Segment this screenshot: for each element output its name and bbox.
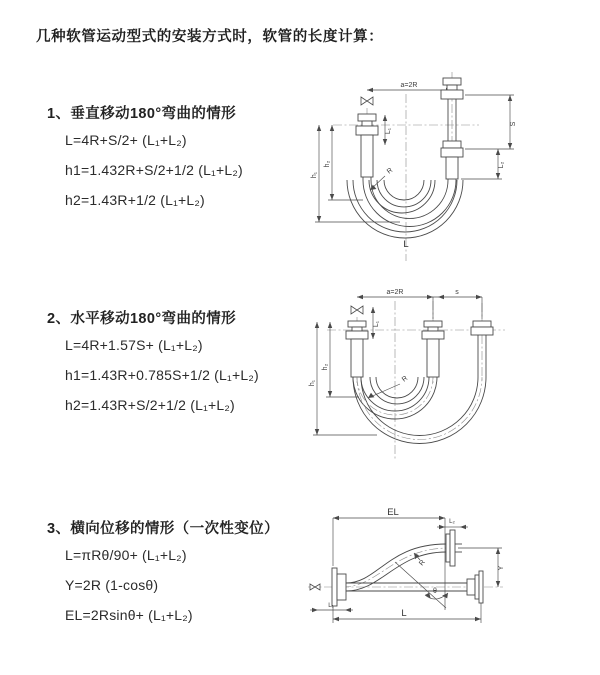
dimension-arrows <box>315 295 482 435</box>
page-title: 几种软管运动型式的安装方式时，软管的长度计算： <box>36 29 384 45</box>
section-1-formula-h1: h1=1.432R+S/2+1/2 (L₁+L₂) <box>65 162 243 178</box>
section-2-formula-h1: h1=1.43R+0.785S+1/2 (L₁+L₂) <box>65 367 259 383</box>
dim-label-a2r: a=2R <box>400 82 418 89</box>
dim-label-l1: L₁ <box>385 127 392 135</box>
dim-label-l1: L₁ <box>373 320 380 328</box>
dim-label-s: S <box>510 121 517 127</box>
angle-label: θ <box>433 588 437 595</box>
section-3-heading: 3、横向位移的情形（一次性变位） <box>47 521 279 537</box>
section-1-heading: 1、垂直移动180°弯曲的情形 <box>47 106 237 122</box>
section-3-formula-L: L=πRθ/90+ (L₁+L₂) <box>65 547 187 563</box>
dimension-arrows <box>312 516 500 621</box>
length-label: L <box>401 608 407 619</box>
dimension-arrows <box>317 88 512 222</box>
left-braid-section <box>351 339 363 377</box>
diagram-horizontal-180-bend <box>305 283 595 468</box>
radius-label: R <box>385 166 395 176</box>
valve-icon <box>351 306 363 314</box>
section-1-formula-h2: h2=1.43R+1/2 (L₁+L₂) <box>65 192 205 208</box>
hose-centerline-curves <box>357 374 482 440</box>
curved-hose <box>346 544 462 591</box>
right-braid-section <box>446 157 458 179</box>
dim-label-s: s <box>455 289 459 296</box>
dimension-lines <box>313 297 482 435</box>
middle-braid-section <box>427 339 439 377</box>
dim-label-h1: h₁ <box>309 379 316 387</box>
right-flange-upper <box>441 78 463 99</box>
right-flange-lower <box>441 141 463 157</box>
section-3-formula-Y: Y=2R (1-cosθ) <box>65 577 159 593</box>
dimension-lines <box>315 90 514 222</box>
section-3-formula-EL: EL=2Rsinθ+ (L₁+L₂) <box>65 607 193 623</box>
dim-label-l2: L₂ <box>449 518 455 525</box>
dim-label-a2r: a=2R <box>386 289 404 296</box>
dim-label-h2: h₂ <box>322 363 329 371</box>
section-2-heading: 2、水平移动180°弯曲的情形 <box>47 311 237 327</box>
length-label: L <box>403 239 409 250</box>
dim-label-y: Y <box>498 565 505 571</box>
dim-label-l1: L₁ <box>328 602 334 609</box>
valve-icon <box>361 97 373 105</box>
left-flange <box>356 114 378 135</box>
dim-label-l2: L₂ <box>498 161 505 169</box>
radius-label: R <box>418 558 427 568</box>
dim-label-el: EL <box>387 507 399 518</box>
upper-flange-displaced <box>446 530 455 566</box>
section-2-formula-h2: h2=1.43R+S/2+1/2 (L₁+L₂) <box>65 397 235 413</box>
dim-label-h1: h₁ <box>311 171 318 179</box>
radius-label: R <box>400 374 410 384</box>
dim-label-h2: h₂ <box>324 160 331 168</box>
diagram-lateral-displacement <box>298 502 598 642</box>
hose-curves <box>347 177 463 238</box>
left-braid-section <box>361 135 373 177</box>
diagram-vertical-180-bend <box>305 68 595 270</box>
right-flange-moved <box>471 321 493 335</box>
centerline-mark-icon <box>310 584 320 590</box>
right-flange-straight <box>467 571 483 603</box>
section-1-formula-L: L=4R+S/2+ (L₁+L₂) <box>65 132 187 148</box>
left-flange <box>332 568 346 606</box>
hose-curves <box>353 374 486 444</box>
section-2-formula-L: L=4R+1.57S+ (L₁+L₂) <box>65 337 203 353</box>
